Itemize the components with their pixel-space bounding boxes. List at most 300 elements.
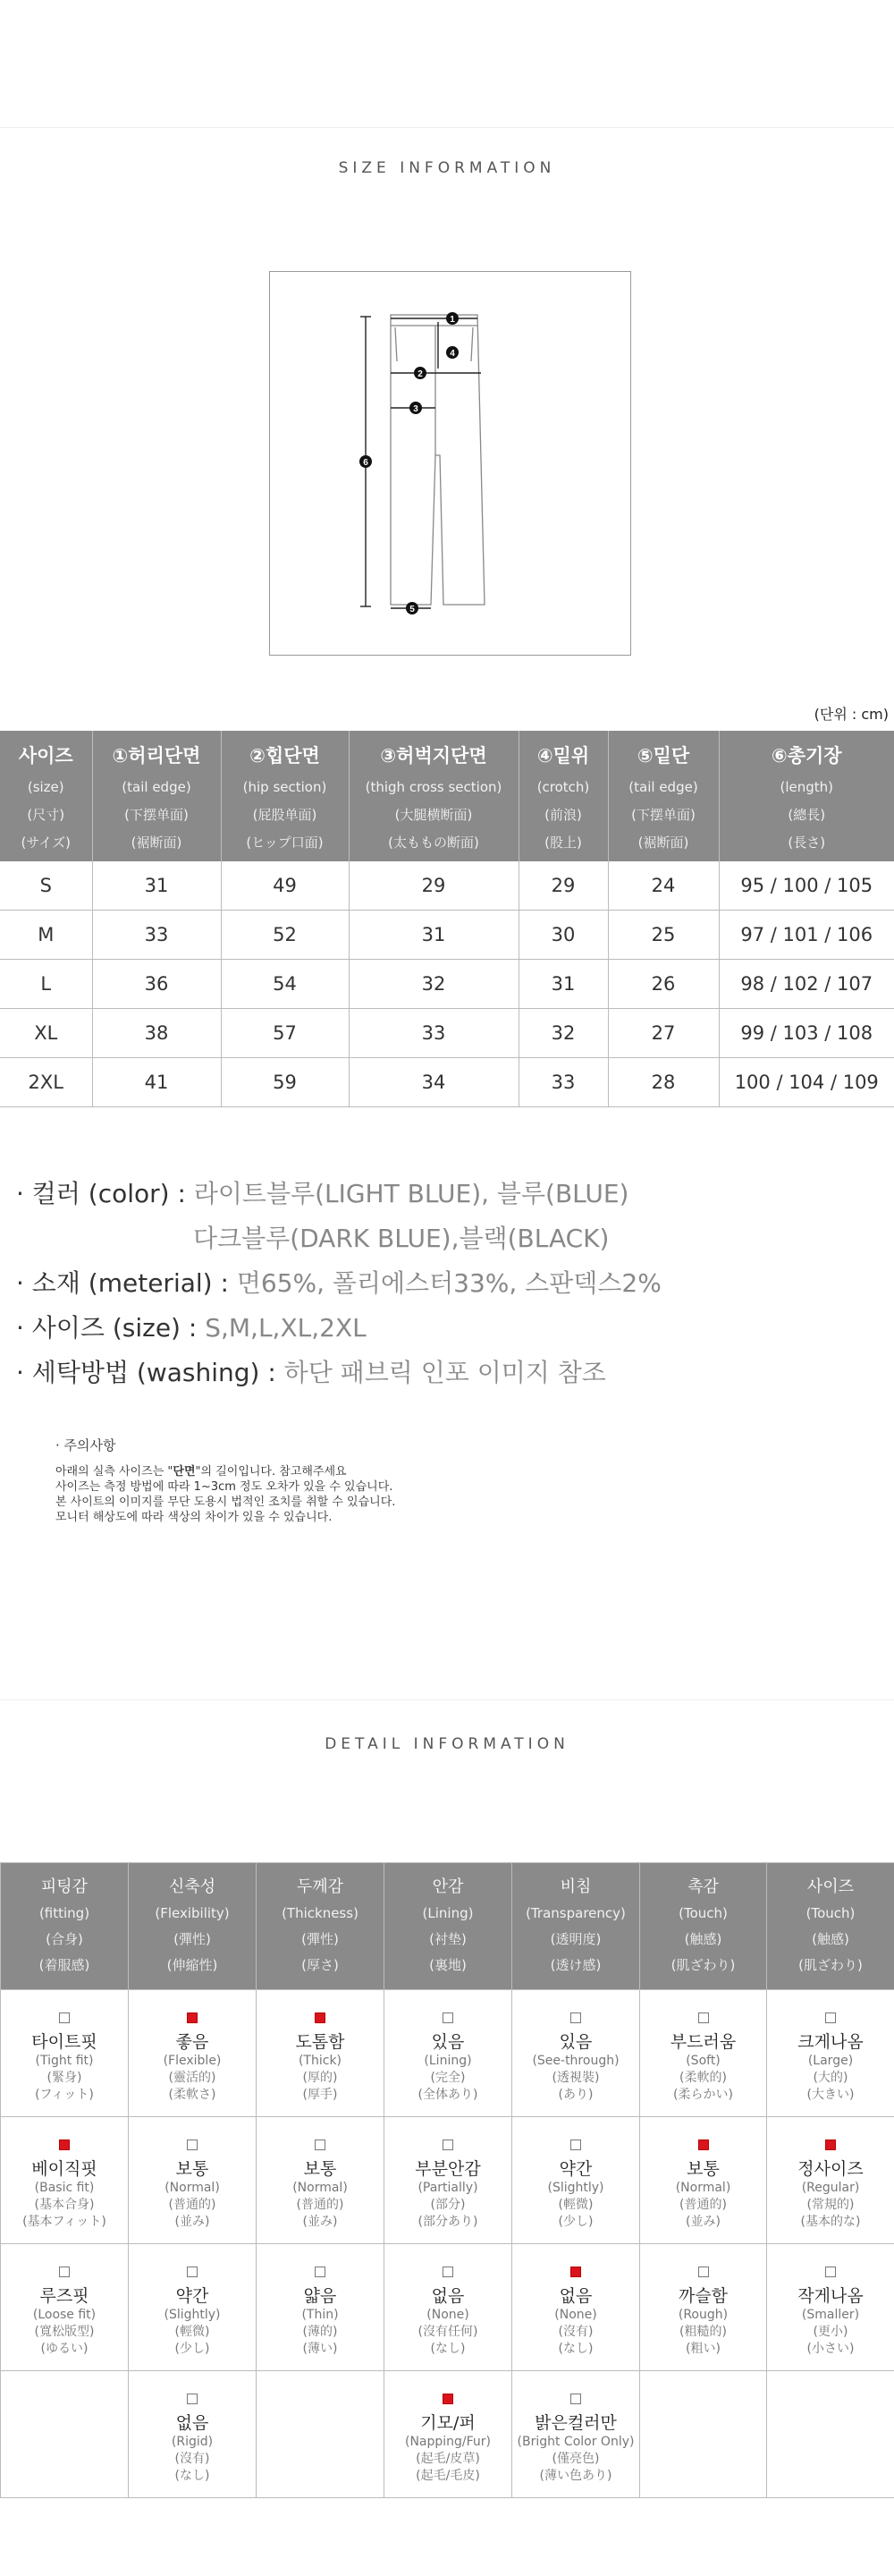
- option-en: (Thin): [301, 2308, 339, 2322]
- option-jp: (厚手): [302, 2088, 338, 2102]
- option-label: 부분안감: [415, 2159, 481, 2179]
- unchecked-checkbox: [570, 2012, 581, 2023]
- option-jp: (少し): [558, 2215, 594, 2229]
- option-label: 기모/퍼: [420, 2413, 476, 2433]
- size-cell: 57: [221, 1009, 349, 1058]
- size-cell: 98 / 102 / 107: [719, 960, 894, 1009]
- size-cell: 54: [221, 960, 349, 1009]
- detail-cell: [640, 1990, 767, 2117]
- detail-cell: [512, 2371, 640, 2498]
- size-cell: 30: [519, 911, 608, 960]
- pants-measurement-diagram: [269, 271, 631, 656]
- size-cell: M: [0, 911, 92, 960]
- size-header-1: [92, 731, 221, 861]
- size-cell: 24: [608, 861, 719, 911]
- option-label: 약간: [175, 2286, 209, 2306]
- option-label: 없음: [431, 2286, 465, 2306]
- option-cn: (透視裝): [552, 2071, 600, 2085]
- option-label: 부드러움: [670, 2032, 737, 2052]
- option-jp: (柔軟さ): [168, 2088, 216, 2102]
- header-main: ②힙단면: [249, 745, 320, 767]
- caution-notes: [55, 1438, 395, 1525]
- header-sub: (hip section): [242, 779, 327, 795]
- option-label: 좋음: [175, 2032, 209, 2052]
- size-label: · 사이즈 (size) :: [16, 1313, 206, 1343]
- option-label: 보통: [687, 2159, 720, 2179]
- caution-line-4: 모니터 해상도에 따라 색상의 차이가 있을 수 있습니다.: [55, 1511, 333, 1524]
- option-label: 까슬함: [678, 2286, 729, 2306]
- option-label: 작게나옴: [797, 2286, 864, 2306]
- option-en: (Normal): [292, 2181, 348, 2195]
- option-cn: (起毛/皮草): [416, 2452, 480, 2466]
- header-sub: (tail edge): [628, 779, 698, 795]
- header-main: 안감: [432, 1877, 464, 1896]
- option-cn: (粗糙的): [679, 2325, 727, 2339]
- size-cell: 95 / 100 / 105: [719, 861, 894, 911]
- color-row-continued: 다크블루(DARK BLUE),블랙(BLACK): [193, 1224, 610, 1253]
- option-en: (Thick): [298, 2054, 342, 2068]
- option-cn: (寬松版型): [34, 2325, 95, 2339]
- option-en: (Loose fit): [32, 2308, 97, 2322]
- option-cn: (更小): [813, 2325, 848, 2339]
- header-sub: (尺寸): [27, 807, 65, 823]
- option-en: (Large): [807, 2054, 854, 2068]
- header-sub: (透け感): [550, 1957, 602, 1973]
- detail-cell: [384, 2371, 512, 2498]
- header-main: ⑤밑단: [637, 745, 690, 767]
- detail-cell: [129, 2117, 257, 2244]
- option-jp: (基本フィット): [22, 2215, 106, 2229]
- option-jp: (並み): [302, 2215, 338, 2229]
- detail-cell: [257, 2117, 384, 2244]
- detail-cell: [1, 2117, 129, 2244]
- header-sub: (彈性): [301, 1931, 339, 1947]
- checked-checkbox: [570, 2267, 581, 2277]
- option-label: 밝은컬러만: [535, 2413, 617, 2433]
- option-jp: (粗い): [686, 2342, 721, 2356]
- checked-checkbox: [698, 2140, 709, 2150]
- marker-2: 2: [417, 369, 423, 379]
- option-cn: (沒有): [174, 2452, 210, 2466]
- header-sub: (肌ざわり): [670, 1957, 736, 1973]
- detail-cell: [384, 2244, 512, 2371]
- header-sub: (裏地): [429, 1957, 467, 1973]
- size-cell: 32: [349, 960, 519, 1009]
- header-sub: (厚さ): [301, 1957, 339, 1973]
- size-value: S,M,L,XL,2XL: [205, 1313, 367, 1343]
- caution-line-1: 아래의 실측 사이즈는 "단면"의 길이입니다. 참고해주세요: [55, 1465, 347, 1479]
- option-label: 타이트핏: [31, 2032, 97, 2052]
- option-en: (Napping/Fur): [404, 2435, 492, 2449]
- option-label: 있음: [559, 2032, 593, 2052]
- option-en: (Soft): [686, 2054, 721, 2068]
- option-en: (Slightly): [164, 2308, 221, 2322]
- option-jp: (柔らかい): [673, 2088, 733, 2102]
- table-row: [0, 911, 894, 960]
- header-main: 사이즈: [18, 745, 73, 767]
- option-cn: (輕微): [558, 2198, 594, 2212]
- marker-4: 4: [450, 349, 455, 359]
- option-cn: (沒有): [558, 2325, 594, 2339]
- table-row: [1, 2244, 894, 2371]
- size-header-3: [349, 731, 519, 861]
- unchecked-checkbox: [570, 2394, 581, 2404]
- detail-cell: [384, 1990, 512, 2117]
- size-cell: 26: [608, 960, 719, 1009]
- size-cell: 49: [221, 861, 349, 911]
- header-sub: (Flexibility): [155, 1905, 230, 1921]
- marker-5: 5: [409, 605, 415, 614]
- size-cell: 25: [608, 911, 719, 960]
- checked-checkbox: [825, 2140, 836, 2150]
- size-cell: 59: [221, 1058, 349, 1107]
- header-sub: (Touch): [805, 1905, 856, 1921]
- unit-note: (단위 : cm): [814, 706, 889, 723]
- size-cell: 27: [608, 1009, 719, 1058]
- size-cell: 33: [519, 1058, 608, 1107]
- header-sub: (触感): [684, 1931, 722, 1947]
- option-jp: (大きい): [806, 2088, 855, 2102]
- washing-value: 하단 패브릭 인포 이미지 참조: [283, 1358, 606, 1387]
- marker-6: 6: [363, 458, 368, 468]
- size-cell: 2XL: [0, 1058, 92, 1107]
- option-cn: (普通的): [296, 2198, 344, 2212]
- size-cell: 100 / 104 / 109: [719, 1058, 894, 1107]
- option-cn: (厚的): [302, 2071, 338, 2085]
- header-main: 사이즈: [806, 1877, 855, 1896]
- header-sub: (Transparency): [526, 1905, 626, 1921]
- unchecked-checkbox: [825, 2267, 836, 2277]
- detail-section-title: DETAIL INFORMATION: [325, 1735, 569, 1753]
- header-sub: (下摆单面): [631, 807, 696, 823]
- option-label: 있음: [431, 2032, 465, 2052]
- option-cn: (靈活的): [168, 2071, 216, 2085]
- option-cn: (常規的): [806, 2198, 855, 2212]
- marker-1: 1: [450, 315, 455, 325]
- unchecked-checkbox: [698, 2012, 709, 2023]
- option-jp: (フィット): [35, 2088, 94, 2102]
- detail-cell: [640, 2244, 767, 2371]
- header-sub: (Touch): [679, 1905, 728, 1921]
- table-row: [1, 1990, 894, 2117]
- option-cn: (基本合身): [34, 2198, 95, 2212]
- unchecked-checkbox: [187, 2267, 198, 2277]
- header-sub: (股上): [544, 835, 582, 851]
- option-jp: (あり): [558, 2088, 594, 2102]
- option-jp: (ゆるい): [40, 2342, 89, 2356]
- option-jp: (少し): [174, 2342, 210, 2356]
- option-jp: (なし): [558, 2342, 594, 2356]
- header-sub: (總長): [788, 807, 826, 823]
- size-cell: 31: [519, 960, 608, 1009]
- header-main: 비침: [560, 1877, 592, 1896]
- detail-cell: [767, 2244, 894, 2371]
- size-header-5: [608, 731, 719, 861]
- table-row: [0, 960, 894, 1009]
- pocket-line: [395, 327, 397, 361]
- size-header-4: [519, 731, 608, 861]
- header-sub: (size): [27, 779, 64, 795]
- option-label: 크게나옴: [797, 2032, 864, 2052]
- detail-cell: [767, 1990, 894, 2117]
- option-jp: (薄い色あり): [539, 2469, 612, 2483]
- size-cell: 29: [519, 861, 608, 911]
- size-cell: 33: [349, 1009, 519, 1058]
- detail-cell: [384, 2117, 512, 2244]
- option-en: (Rough): [678, 2308, 729, 2322]
- header-sub: (Thickness): [282, 1905, 358, 1921]
- checked-checkbox: [187, 2012, 198, 2023]
- size-section-title: SIZE INFORMATION: [338, 159, 556, 177]
- detail-cell: [767, 2371, 894, 2498]
- option-label: 도톰함: [295, 2032, 345, 2052]
- header-sub: (屁股单面): [252, 807, 317, 823]
- detail-cell: [1, 2371, 129, 2498]
- color-row: [16, 1172, 662, 1216]
- size-cell: 41: [92, 1058, 221, 1107]
- size-cell: 36: [92, 960, 221, 1009]
- option-cn: (薄的): [302, 2325, 338, 2339]
- table-row: [0, 1058, 894, 1107]
- unchecked-checkbox: [187, 2394, 198, 2404]
- detail-cell: [129, 1990, 257, 2117]
- color-label: · 컬러 (color) :: [16, 1179, 194, 1208]
- material-label: · 소재 (meterial) :: [16, 1268, 237, 1298]
- washing-label: · 세탁방법 (washing) :: [16, 1358, 284, 1387]
- unchecked-checkbox: [315, 2267, 325, 2277]
- unchecked-checkbox: [825, 2012, 836, 2023]
- header-sub: (ヒップ口面): [246, 835, 324, 851]
- detail-header-1: [129, 1863, 257, 1990]
- option-jp: (なし): [174, 2469, 210, 2483]
- caution-line-2: 사이즈는 측정 방법에 따라 1~3cm 정도 오차가 있을 수 있습니다.: [55, 1480, 393, 1494]
- size-cell: S: [0, 861, 92, 911]
- option-en: (Regular): [801, 2181, 860, 2195]
- detail-cell: [767, 2117, 894, 2244]
- unchecked-checkbox: [59, 2012, 70, 2023]
- header-main: 신축성: [168, 1877, 216, 1896]
- detail-header-5: [640, 1863, 767, 1990]
- option-cn: (普通的): [168, 2198, 216, 2212]
- size-header-0: [0, 731, 92, 861]
- option-jp: (小さい): [806, 2342, 855, 2356]
- header-sub: (伸縮性): [166, 1957, 218, 1973]
- size-header-2: [221, 731, 349, 861]
- detail-header-2: [257, 1863, 384, 1990]
- option-label: 없음: [559, 2286, 593, 2306]
- marker-3: 3: [413, 404, 418, 414]
- header-main: 두께감: [296, 1877, 344, 1896]
- size-table-header: [0, 731, 894, 861]
- detail-cell: [640, 2371, 767, 2498]
- option-jp: (基本的な): [800, 2215, 861, 2229]
- option-cn: (緊身): [46, 2071, 82, 2085]
- size-cell: 33: [92, 911, 221, 960]
- size-cell: 97 / 101 / 106: [719, 911, 894, 960]
- size-cell: XL: [0, 1009, 92, 1058]
- detail-cell: [1, 1990, 129, 2117]
- option-label: 약간: [559, 2159, 593, 2179]
- checked-checkbox: [59, 2140, 70, 2150]
- option-jp: (起毛/毛皮): [416, 2469, 480, 2483]
- top-divider: [0, 127, 894, 128]
- unchecked-checkbox: [315, 2140, 325, 2150]
- option-en: (Normal): [675, 2181, 731, 2195]
- detail-header-0: [1, 1863, 129, 1990]
- option-jp: (なし): [430, 2342, 466, 2356]
- header-sub: (fitting): [38, 1905, 90, 1921]
- option-en: (Basic fit): [34, 2181, 95, 2195]
- option-en: (Smaller): [801, 2308, 860, 2322]
- option-jp: (並み): [686, 2215, 721, 2229]
- size-cell: 34: [349, 1058, 519, 1107]
- table-row: [1, 2371, 894, 2498]
- option-en: (Normal): [164, 2181, 220, 2195]
- material-value: 면65%, 폴리에스터33%, 스판덱스2%: [236, 1268, 662, 1298]
- option-jp: (並み): [174, 2215, 210, 2229]
- option-jp: (全体あり): [417, 2088, 478, 2102]
- option-en: (Slightly): [547, 2181, 604, 2195]
- header-sub: (裾断面): [637, 835, 689, 851]
- option-cn: (大的): [813, 2071, 848, 2085]
- caution-title: · 주의사항: [55, 1437, 116, 1453]
- pants-illustration: [270, 272, 630, 655]
- size-cell: 99 / 103 / 108: [719, 1009, 894, 1058]
- option-en: (Partially): [417, 2181, 478, 2195]
- unchecked-checkbox: [443, 2140, 453, 2150]
- header-sub: (length): [780, 779, 834, 795]
- size-cell: 31: [349, 911, 519, 960]
- option-en: (Flexible): [163, 2054, 222, 2068]
- header-sub: (Lining): [422, 1905, 474, 1921]
- option-en: (Tight fit): [35, 2054, 94, 2068]
- unchecked-checkbox: [443, 2012, 453, 2023]
- option-cn: (僅亮色): [552, 2452, 600, 2466]
- detail-cell: [640, 2117, 767, 2244]
- option-en: (None): [426, 2308, 469, 2322]
- detail-cell: [129, 2371, 257, 2498]
- header-main: 촉감: [687, 1877, 719, 1896]
- table-row: [1, 2117, 894, 2244]
- detail-cell: [512, 1990, 640, 2117]
- unchecked-checkbox: [698, 2267, 709, 2277]
- checked-checkbox: [315, 2012, 325, 2023]
- size-cell: 29: [349, 861, 519, 911]
- option-cn: (普通的): [679, 2198, 727, 2212]
- header-sub: (前浪): [544, 807, 582, 823]
- option-jp: (薄い): [302, 2342, 338, 2356]
- header-sub: (肌ざわり): [798, 1957, 863, 1973]
- option-cn: (沒有任何): [417, 2325, 478, 2339]
- size-cell: 31: [92, 861, 221, 911]
- material-row: [16, 1261, 662, 1306]
- option-label: 정사이즈: [797, 2159, 864, 2179]
- size-cell: 38: [92, 1009, 221, 1058]
- detail-cell: [257, 2371, 384, 2498]
- unchecked-checkbox: [59, 2267, 70, 2277]
- detail-cell: [1, 2244, 129, 2371]
- option-label: 베이직핏: [31, 2159, 97, 2179]
- unchecked-checkbox: [443, 2267, 453, 2277]
- size-cell: 28: [608, 1058, 719, 1107]
- header-sub: (触感): [812, 1931, 849, 1947]
- option-label: 보통: [175, 2159, 209, 2179]
- header-sub: (着服感): [38, 1957, 90, 1973]
- header-main: ⑥총기장: [771, 745, 842, 767]
- option-en: (Bright Color Only): [517, 2435, 635, 2449]
- header-sub: (裾断面): [131, 835, 182, 851]
- option-en: (Lining): [424, 2054, 472, 2068]
- header-sub: (大腿横断面): [394, 807, 473, 823]
- option-label: 보통: [303, 2159, 337, 2179]
- header-main: ③허벅지단면: [380, 745, 487, 767]
- detail-cell: [257, 1990, 384, 2117]
- header-sub: (サイズ): [21, 835, 71, 851]
- detail-table-header: [1, 1863, 894, 1990]
- size-cell: 32: [519, 1009, 608, 1058]
- header-main: ④밑위: [536, 745, 590, 767]
- product-info: [16, 1172, 662, 1395]
- header-sub: (長さ): [788, 835, 826, 851]
- size-cell: L: [0, 960, 92, 1009]
- option-en: (See-through): [532, 2054, 620, 2068]
- option-cn: (完全): [430, 2071, 466, 2085]
- option-cn: (部分): [430, 2198, 466, 2212]
- header-sub: (合身): [46, 1931, 83, 1947]
- size-header-6: [719, 731, 894, 861]
- option-jp: (部分あり): [417, 2215, 478, 2229]
- color-value: 라이트블루(LIGHT BLUE), 블루(BLUE): [193, 1179, 629, 1208]
- detail-header-3: [384, 1863, 512, 1990]
- washing-row: [16, 1351, 662, 1395]
- option-label: 루즈핏: [39, 2286, 89, 2306]
- detail-table: [0, 1862, 894, 2498]
- header-main: 피팅감: [40, 1877, 89, 1896]
- detail-cell: [512, 2244, 640, 2371]
- detail-cell: [129, 2244, 257, 2371]
- size-table: [0, 731, 894, 1107]
- size-row: [16, 1306, 662, 1351]
- option-label: 얇음: [303, 2286, 337, 2306]
- header-sub: (太ももの断面): [388, 835, 479, 851]
- detail-header-4: [512, 1863, 640, 1990]
- table-row: [0, 1009, 894, 1058]
- detail-header-6: [767, 1863, 894, 1990]
- middle-divider: [0, 1699, 894, 1700]
- header-sub: (透明度): [550, 1931, 602, 1947]
- detail-cell: [512, 2117, 640, 2244]
- option-cn: (輕微): [174, 2325, 210, 2339]
- header-sub: (crotch): [536, 779, 590, 795]
- option-cn: (柔軟的): [679, 2071, 727, 2085]
- checked-checkbox: [443, 2394, 453, 2404]
- detail-cell: [257, 2244, 384, 2371]
- header-sub: (下摆单面): [124, 807, 189, 823]
- size-cell: 52: [221, 911, 349, 960]
- option-label: 없음: [175, 2413, 209, 2433]
- header-main: ①허리단면: [112, 745, 201, 767]
- option-en: (None): [554, 2308, 597, 2322]
- table-row: [0, 861, 894, 911]
- header-sub: (tail edge): [122, 779, 191, 795]
- header-sub: (衬垫): [429, 1931, 467, 1947]
- header-sub: (彈性): [173, 1931, 211, 1947]
- caution-line-3: 본 사이트의 이미지를 무단 도용시 법적인 조치를 취할 수 있습니다.: [55, 1496, 396, 1509]
- unchecked-checkbox: [570, 2140, 581, 2150]
- header-sub: (thigh cross section): [365, 779, 502, 795]
- unchecked-checkbox: [187, 2140, 198, 2150]
- option-en: (Rigid): [171, 2435, 214, 2449]
